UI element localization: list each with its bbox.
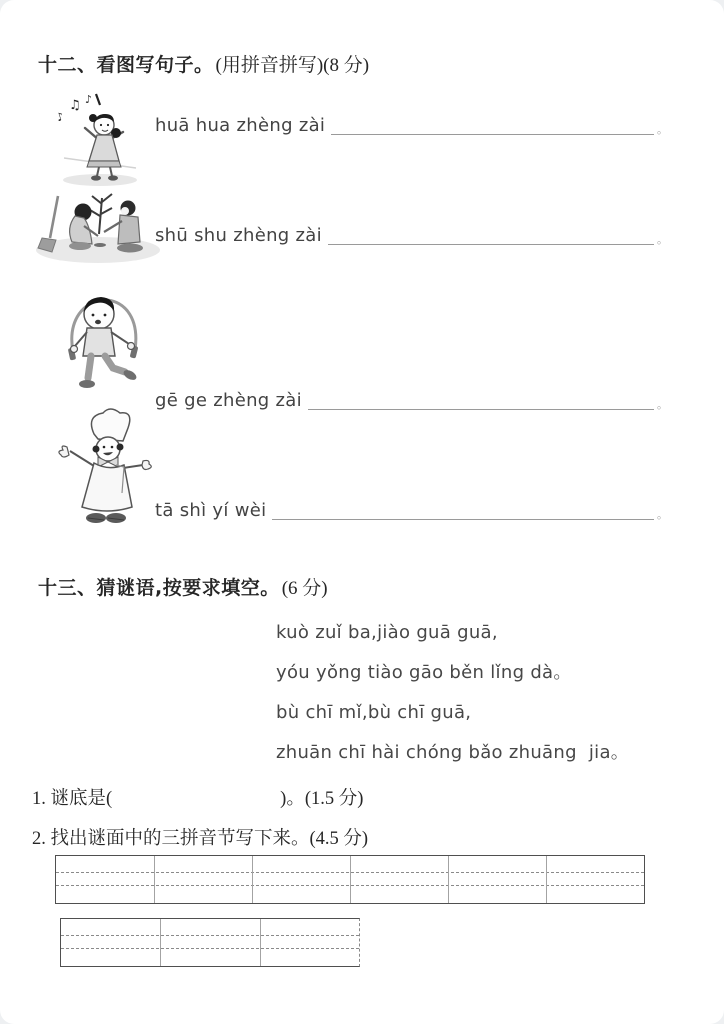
answer-row-1 [155,112,668,139]
pinyin-prompt-2: shū shu zhèng zài [155,225,322,246]
pinyin-writing-grid-2[interactable] [60,918,360,967]
answer-row-3 [155,387,668,414]
riddle-line-1: kuò zuǐ ba,jiào guā guā, [276,622,498,643]
question-1-suffix: )。(1.5 分) [280,789,364,809]
answer-blank-line-4[interactable] [272,493,654,520]
question-1 [32,784,363,810]
section-13-heading [38,573,328,600]
pinyin-prompt-1: huā hua zhèng zài [155,115,326,136]
section-12-points: (用拼音拼写)(8 分) [215,55,370,76]
riddle-line-2: yóu yǒng tiào gāo běn lǐng dà。 [276,662,572,683]
riddle-text-block [276,619,629,779]
pinyin-prompt-4: tā shì yí wèi [155,500,267,521]
section-12-heading [38,50,369,77]
grid-cell-separator [546,856,547,903]
question-2: 2. 找出谜面中的三拼音节写下来。(4.5 分) [32,829,369,849]
period-mark-1: 。 [657,123,668,136]
period-mark-4: 。 [657,508,668,521]
section-13-title: 十三、猜谜语,按要求填空。 [38,577,280,599]
section-13-points: (6 分) [281,578,328,599]
planting-tree-illustration [28,188,166,268]
pinyin-prompt-3: gē ge zhèng zài [155,390,302,411]
music-note-icon: ♫ [69,98,81,113]
answer-row-2 [155,222,668,249]
chef-illustration [46,406,156,528]
answer-blank-line-2[interactable] [328,218,654,245]
period-mark-2: 。 [657,233,668,246]
question-1-prefix: 1. 谜底是( [32,789,113,809]
grid-cell-separator [350,856,351,903]
grid-cell-separator [260,919,261,966]
riddle-line-4: zhuān chī hài chóng bǎo zhuāng jia。 [276,742,630,763]
grid-cell-separator [252,856,253,903]
answer-row-4 [155,497,668,524]
boy-jumping-rope-illustration [47,270,155,394]
music-note-icon: ♪ [54,109,66,125]
grid-cell-separator [160,919,161,966]
period-mark-3: 。 [657,398,668,411]
grid-dash-line [61,935,359,936]
grid-cell-separator [448,856,449,903]
music-note-icon: ♪ [85,93,93,106]
answer-blank-line-3[interactable] [308,383,654,410]
pinyin-writing-grid-1[interactable] [55,855,645,904]
answer-blank-line-1[interactable] [331,108,654,135]
dancing-girl-illustration [54,88,146,190]
section-12-title: 十二、看图写句子。 [38,54,214,76]
grid-cell-separator [154,856,155,903]
grid-dash-line [61,948,359,949]
riddle-line-3: bù chī mǐ,bù chī guā, [276,702,472,723]
